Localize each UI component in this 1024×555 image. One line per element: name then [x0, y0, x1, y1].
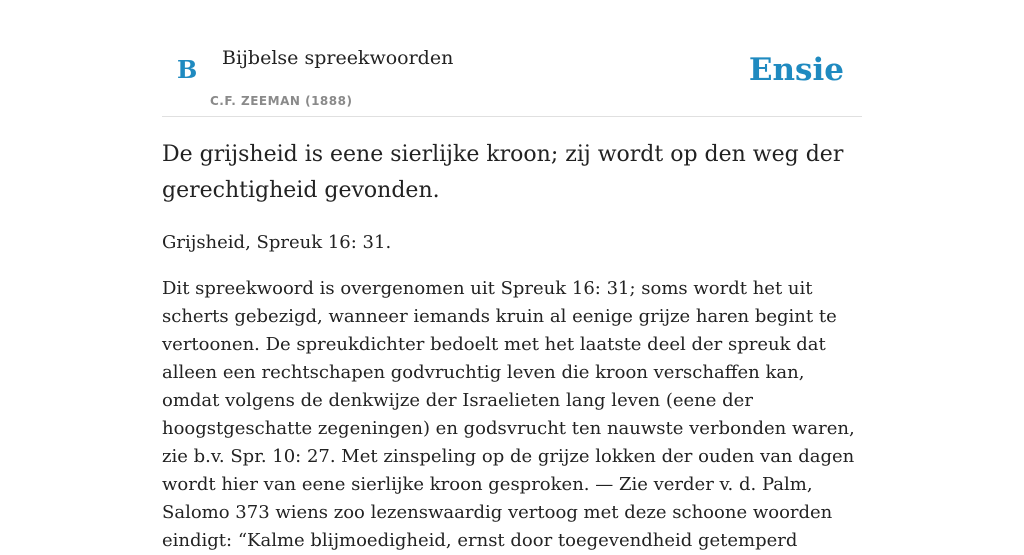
- book-letter-icon[interactable]: B: [177, 55, 198, 84]
- brand-logo[interactable]: Ensie: [748, 52, 844, 88]
- entry-title: De grijsheid is eene sierlijke kroon; zij wordt op den weg der gerechtigheid gevonden.: [162, 142, 844, 203]
- book-author: C.F. ZEEMAN (1888): [210, 94, 353, 108]
- entry-body: Dit spreekwoord is overgenomen uit Spreuk 16: 31; soms wordt het uit scherts gebezigd, wanneer iemands kruin al eenige grijze haren begint te vertoonen. De spreukdichter bedoelt met het laatste deel der spreuk dat alleen een rechtschapen godvruchtig leven die kroon verschaffen kan, omdat volgens de denkwijze der Israelieten lang leven (eene der hoogstgeschatte zegeningen) en godsvrucht ten nauwste verbonden waren, zie b.v. Spr. 10: 27. Met zinspeling op de grijze lokken der ouden van dagen wordt hier van eene sierlijke kroon gesproken. — Zie verder v. d. Palm, Salomo 373 wiens zoo lezenswaardig vertoog met deze schoone woorden eindigt: “Kalme blijmoedigheid, ernst door toegevendheid getemperd: [162, 278, 855, 551]
- header: [162, 0, 862, 117]
- book-title[interactable]: Bijbelse spreekwoorden: [222, 47, 454, 69]
- entry-source: Grijsheid, Spreuk 16: 31.: [162, 232, 392, 253]
